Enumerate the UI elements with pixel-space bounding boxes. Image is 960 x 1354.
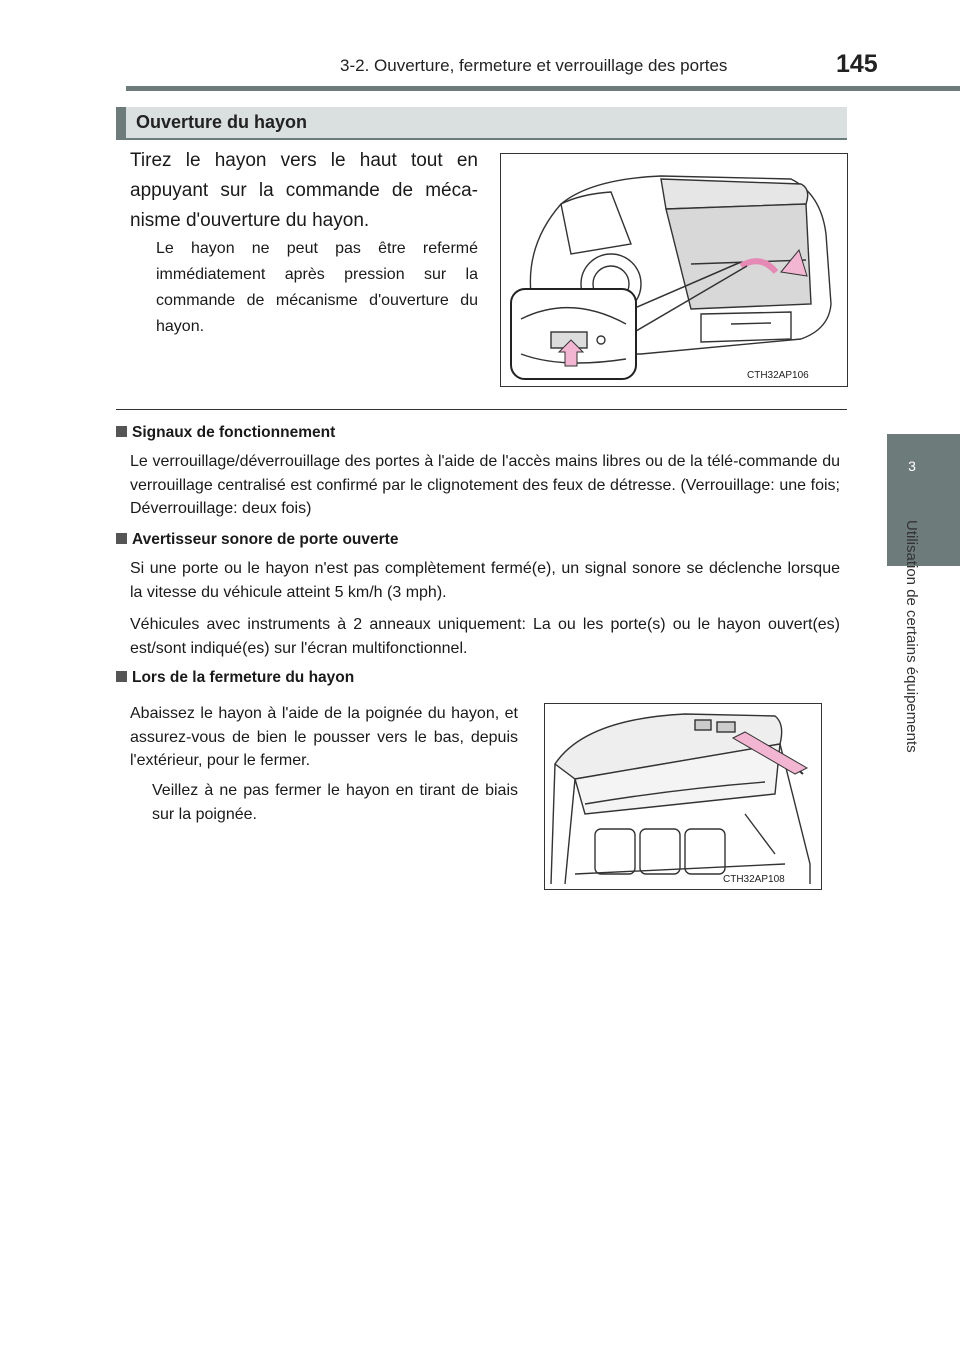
closing-note: Veillez à ne pas fermer le hayon en tirant de biais sur la poignée. [152,782,518,823]
tailgate-opener-illustration [500,153,848,387]
chapter-tab-label: Utilisation de certains équipements [903,520,920,753]
page-number: 145 [836,50,878,78]
square-bullet-icon [116,533,127,544]
chapter-title: 3-2. Ouverture, fermeture et verrouillage des portes [340,56,728,75]
door-alarm-paragraph-2: Véhicules avec instruments à 2 anneaux uniquement: La ou les porte(s) ou le hayon ouvert(es) est/sont indiqué(es) sur l'écran multifonctionnel. [130,616,840,657]
section-divider [116,409,847,410]
chapter-tab [887,434,960,566]
figure-id: CTH32AP106 [747,370,809,381]
section-heading-bar [116,107,126,140]
chapter-tab-number: 3 [908,458,916,474]
door-alarm-paragraph-1: Si une porte ou le hayon n'est pas complètement fermé(e), un signal sonore se déclenche lorsque la vitesse du véhicule atteint 5 km/h (3 mph). [130,560,840,601]
closing-paragraph: Abaissez le hayon à l'aide de la poignée du hayon, et assurez-vous de bien le pousser vers le bas, depuis l'extérieur, pour le fermer. [130,705,518,769]
subsection-title-signals: Signaux de fonctionnement [116,424,335,442]
signals-paragraph: Le verrouillage/déverrouillage des portes à l'aide de l'accès mains libres ou de la télé-commande du verrouillage centralisé est confirmé par le clignotement des feux de détresse. (Verrouillage: une fois; Déverrouillage: deux fois) [130,453,840,517]
section-heading-title: Ouverture du hayon [136,112,308,132]
car-rear-drawing [501,154,847,386]
subsection-title-closing: Lors de la fermeture du hayon [116,669,354,687]
subsection-title-door-alarm: Avertisseur sonore de porte ouverte [116,531,398,549]
header-rule [126,86,960,91]
main-instruction: Tirez le hayon vers le haut tout en appuyant sur la commande de méca-nisme d'ouverture du hayon. [130,150,478,231]
square-bullet-icon [116,671,127,682]
figure-id: CTH32AP108 [723,874,785,885]
tailgate-handle-illustration [544,703,822,890]
square-bullet-icon [116,426,127,437]
open-tailgate-drawing [545,704,821,889]
main-note: Le hayon ne peut pas être refermé immédiatement après pression sur la commande de mécanisme d'ouverture du hayon. [156,240,478,335]
section-heading [116,107,847,140]
